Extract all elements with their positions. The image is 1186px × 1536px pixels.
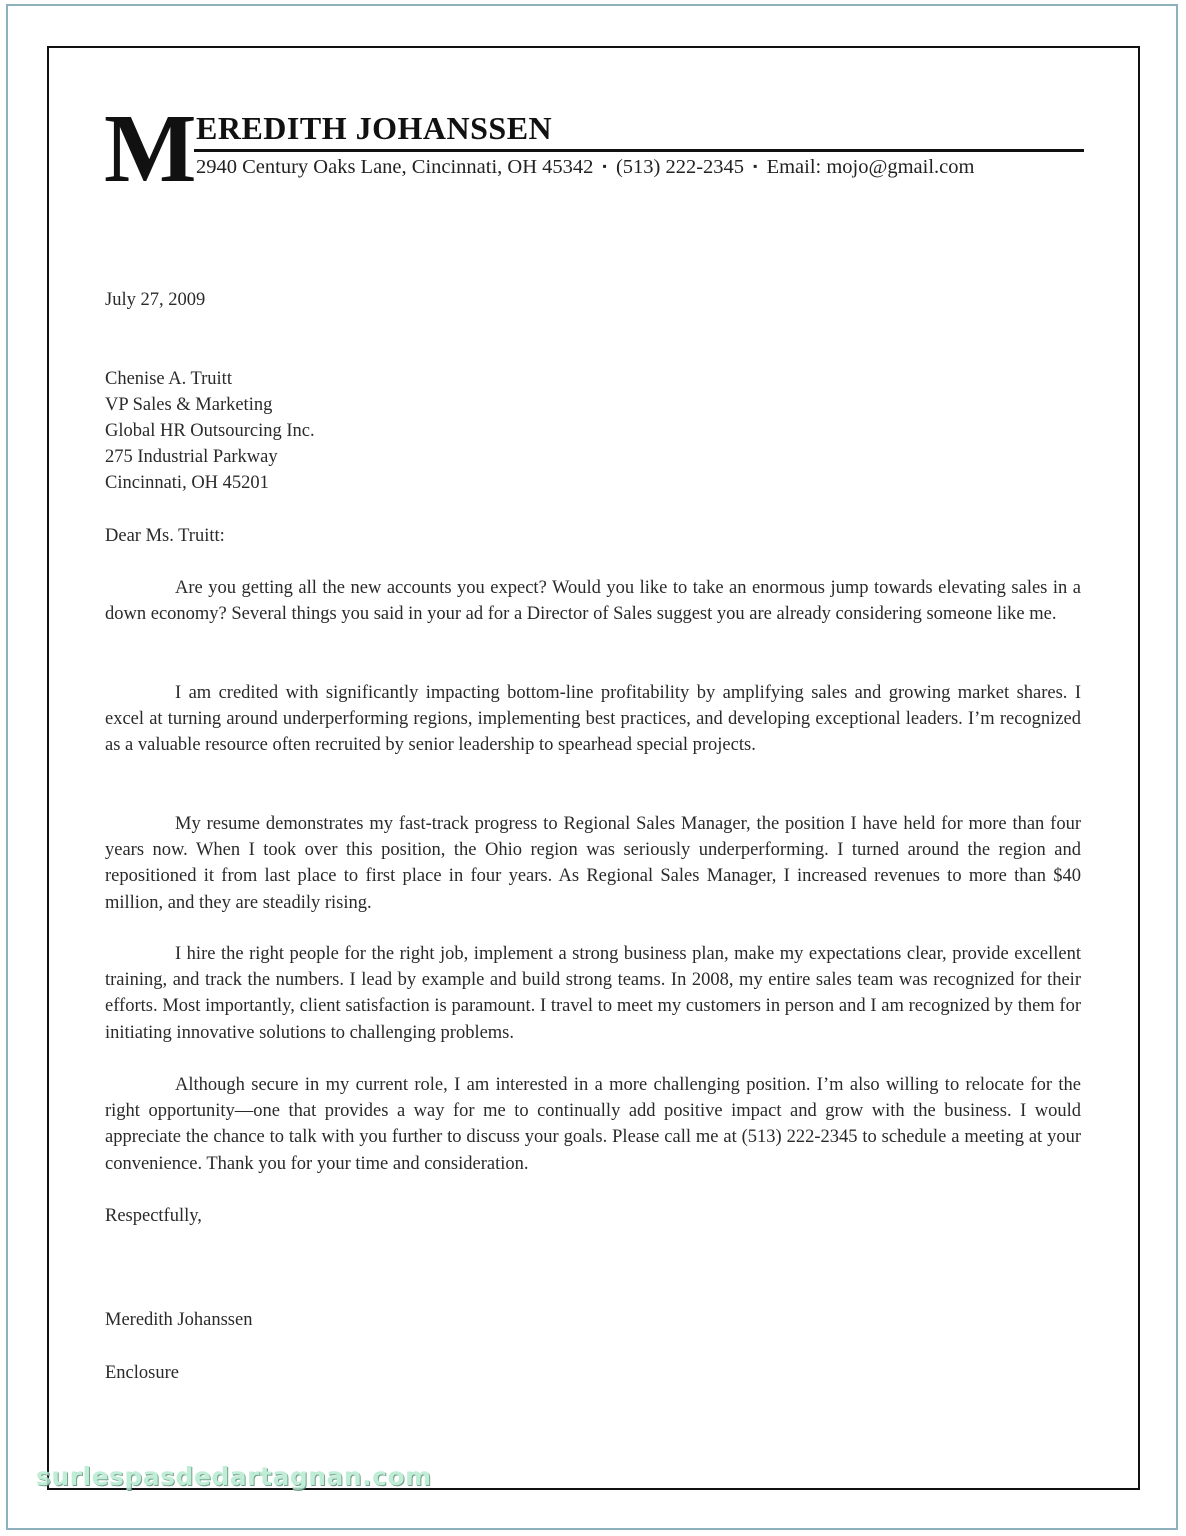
recipient-city: Cincinnati, OH 45201 <box>105 473 269 493</box>
signature-name: Meredith Johanssen <box>105 1310 253 1330</box>
letterhead-contact <box>196 156 974 179</box>
body-paragraph: I am credited with significantly impacting bottom-line profitability by amplifying sales and growing market shares. I excel at turning around underperforming regions, implementing best practices, and developing exceptional leaders. I’m recognized as a valuable resource often recruited by senior leadership to spearhead special projects. <box>105 683 1081 756</box>
letterhead-initial: M <box>104 95 197 203</box>
contact-separator: ▪ <box>753 159 758 173</box>
contact-email: Email: mojo@gmail.com <box>766 156 975 178</box>
body-paragraph: Although secure in my current role, I am interested in a more challenging position. I’m also willing to relocate for the right opportunity—one that provides a way for me to continually add positive impact and grow with the business. I would appreciate the chance to talk with you further to discuss your goals. Please call me at (513) 222-2345 to schedule a meeting at your convenience. Thank you for your time and consideration. <box>105 1075 1081 1174</box>
body-paragraph: I hire the right people for the right job, implement a strong business plan, make my expectations clear, provide excellent training, and track the numbers. I lead by example and build strong teams. In 2008, my entire sales team was recognized for their efforts. Most importantly, client satisfaction is paramount. I travel to meet my customers in person and I am recognized by them for initiating innovative solutions to challenging problems. <box>105 944 1081 1043</box>
letterhead-name: EREDITH JOHANSSEN <box>196 110 553 146</box>
recipient-street: 275 Industrial Parkway <box>105 447 278 467</box>
recipient-title: VP Sales & Marketing <box>105 395 273 415</box>
closing: Respectfully, <box>105 1206 202 1226</box>
recipient-company: Global HR Outsourcing Inc. <box>105 421 315 441</box>
watermark: surlespasdedartagnan.com <box>36 1462 432 1491</box>
contact-phone: (513) 222-2345 <box>615 156 745 178</box>
letter-page <box>47 46 1140 1490</box>
salutation: Dear Ms. Truitt: <box>105 526 225 546</box>
enclosure: Enclosure <box>105 1363 179 1383</box>
recipient-block <box>105 366 315 496</box>
letter-date: July 27, 2009 <box>105 290 206 310</box>
body-paragraph: My resume demonstrates my fast-track progress to Regional Sales Manager, the position I have held for more than four years now. When I took over this position, the Ohio region was seriously underperforming. I turned around the region and repositioned it from last place to first place in four years. As Regional Sales Manager, I increased revenues to more than $40 million, and they are steadily rising. <box>105 814 1081 913</box>
body-paragraph: Are you getting all the new accounts you expect? Would you like to take an enormous jump towards elevating sales in a down economy? Several things you said in your ad for a Director of Sales suggest you are already considering someone like me. <box>105 578 1081 625</box>
letterhead-rule <box>194 149 1084 152</box>
recipient-name: Chenise A. Truitt <box>105 369 232 389</box>
contact-address: 2940 Century Oaks Lane, Cincinnati, OH 45342 <box>196 156 594 178</box>
contact-separator: ▪ <box>602 159 607 173</box>
